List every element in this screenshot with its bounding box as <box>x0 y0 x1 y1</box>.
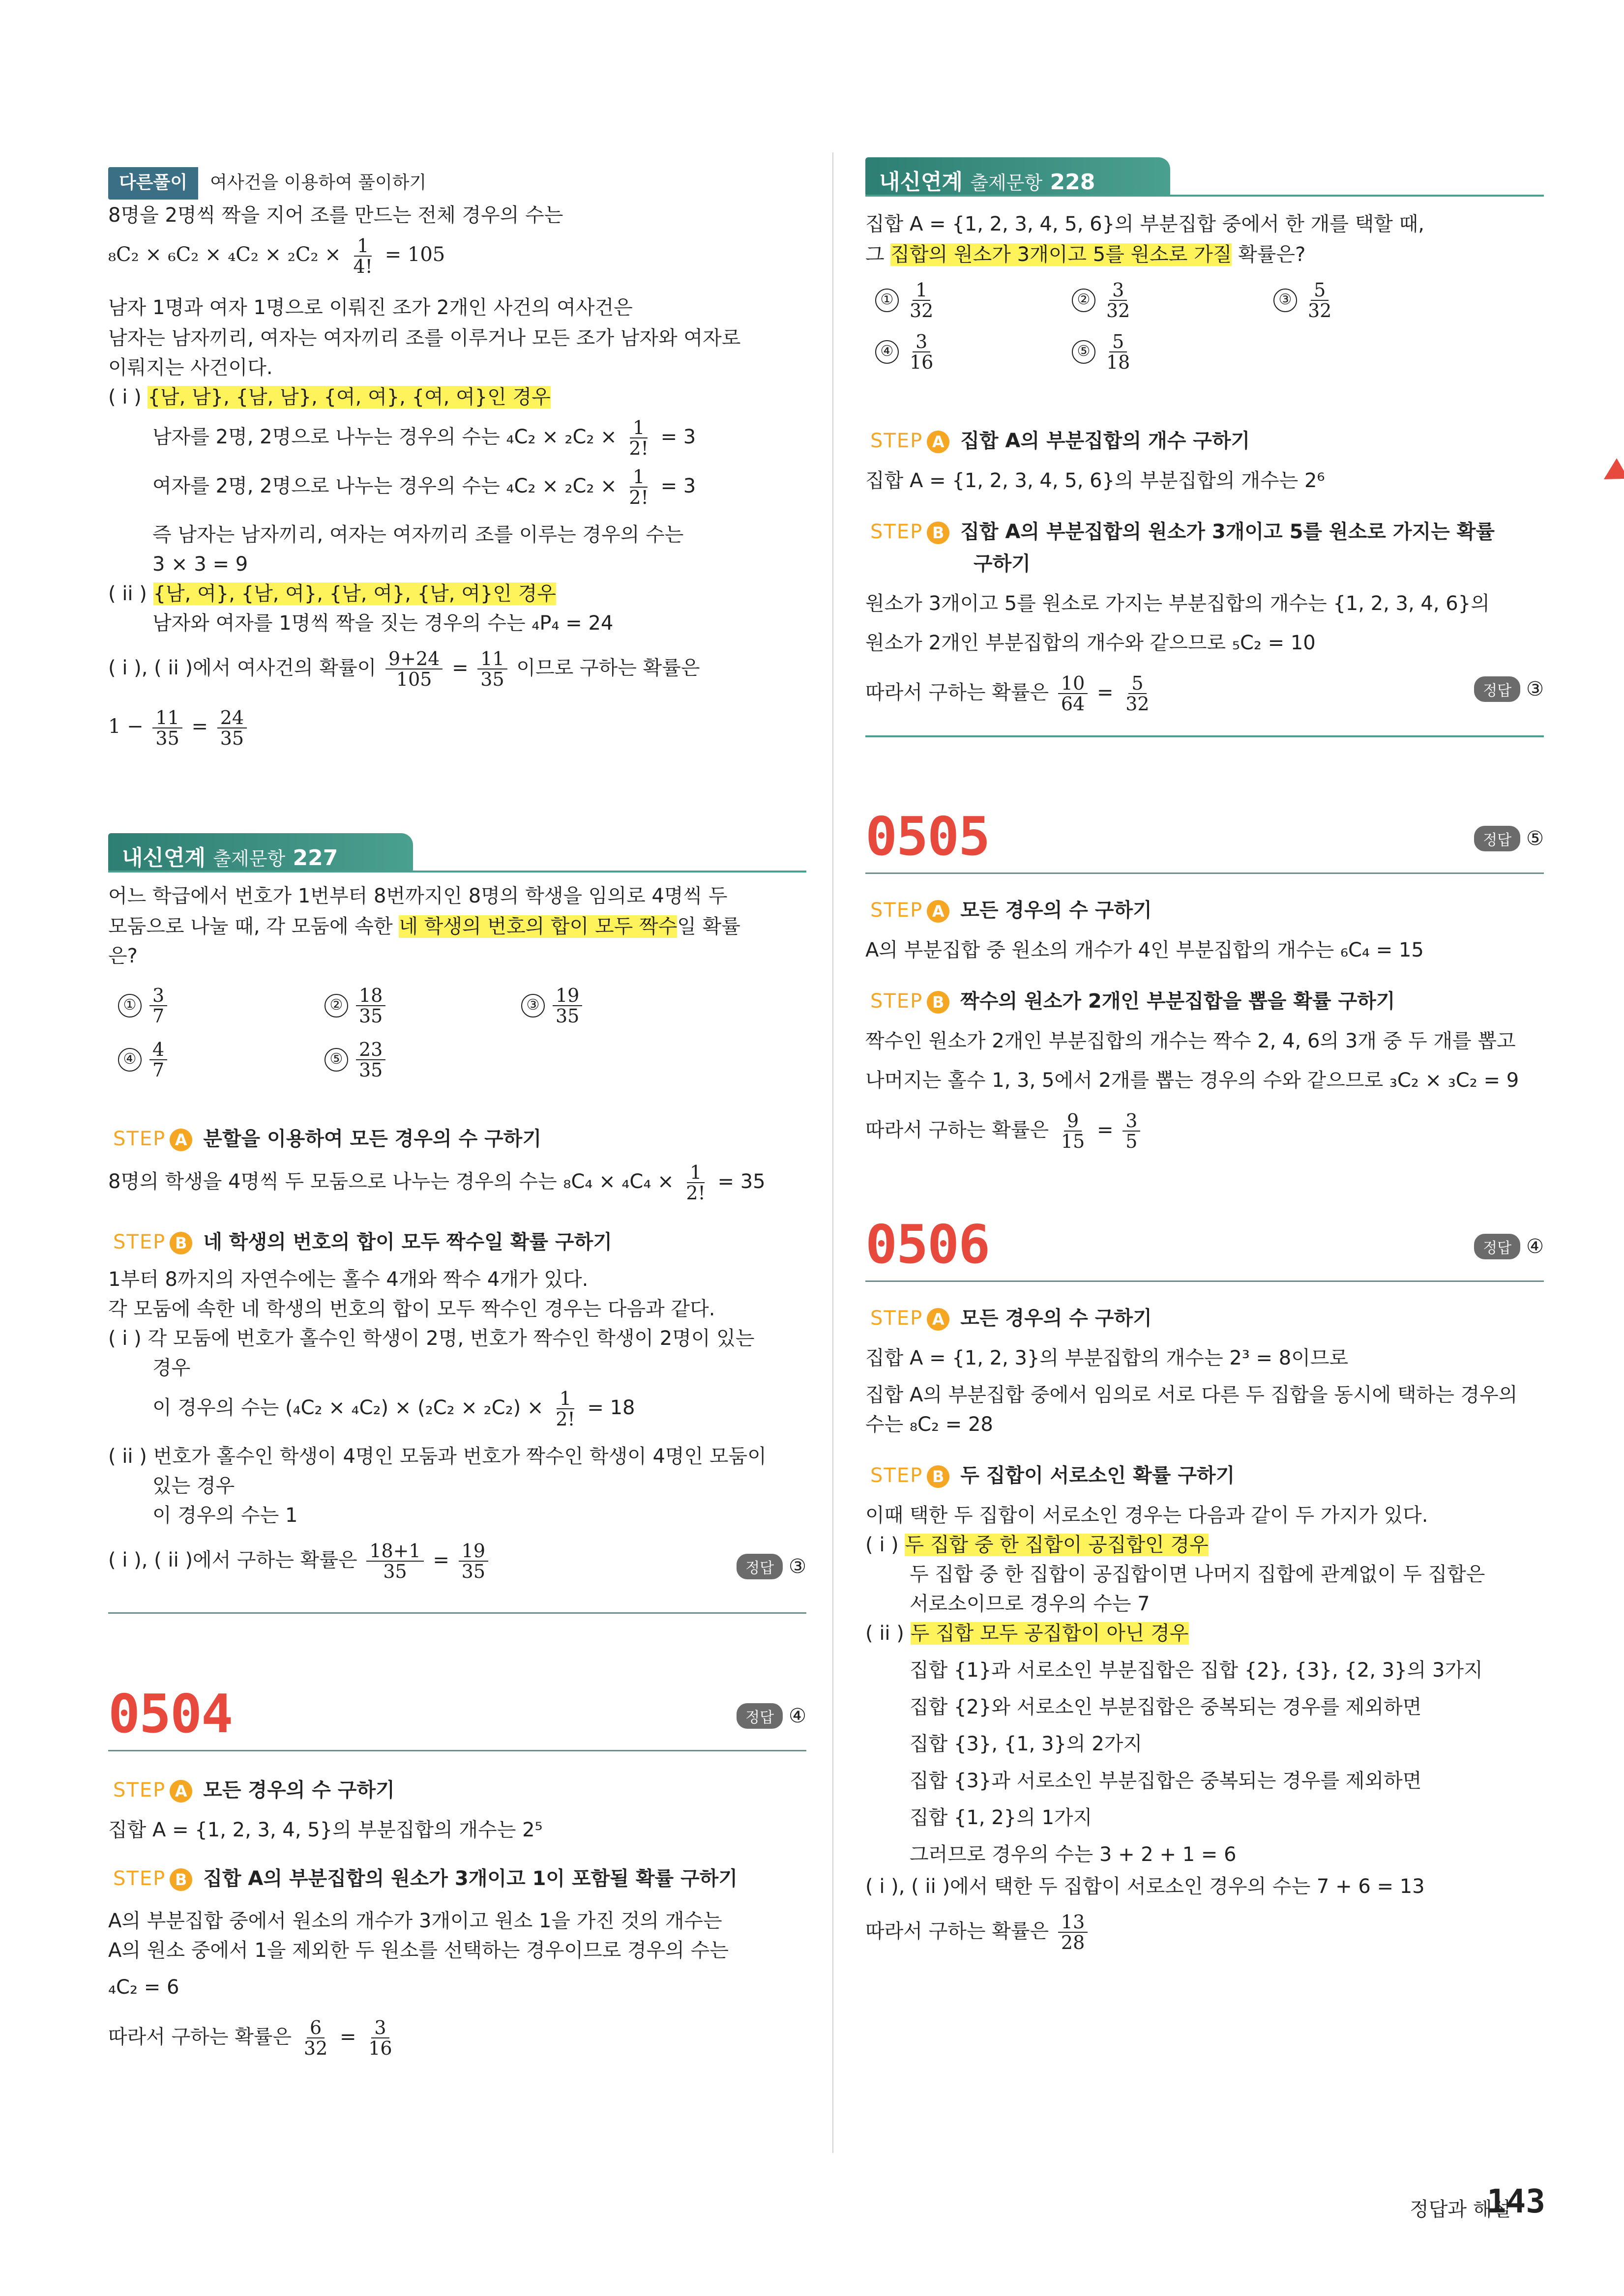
step-badge: B <box>927 991 949 1014</box>
denominator: 64 <box>1061 693 1085 715</box>
formula-text: = <box>1097 681 1114 704</box>
section-rule <box>108 1612 806 1614</box>
text-line: 집합 A = {1, 2, 3}의 부분집합의 개수는 2³ = 8이므로 <box>865 1347 1349 1369</box>
numerator: 3 <box>1109 280 1127 301</box>
answer-value: ③ <box>1526 678 1544 700</box>
step-label: STEP <box>870 430 923 452</box>
text-line: ( ii ) 번호가 홀수인 학생이 4명인 모둠과 번호가 짝수인 학생이 4명인 모둠이 <box>108 1445 767 1468</box>
alt-tag: 다른풀이 <box>108 167 198 200</box>
formula-text: 따라서 구하는 확률은 <box>865 681 1049 704</box>
text-line: 남자 1명과 여자 1명으로 이뤄진 조가 2개인 사건의 여사건은 <box>108 296 633 319</box>
step-badge: A <box>170 1780 192 1802</box>
step-title: 네 학생의 번호의 합이 모두 짝수일 확률 구하기 <box>203 1231 612 1253</box>
step-title: 분할을 이용하여 모든 경우의 수 구하기 <box>203 1128 542 1150</box>
step-a-heading <box>870 425 1250 453</box>
fraction <box>1122 673 1152 714</box>
page-edge-marker <box>1598 458 1624 490</box>
answer-indicator <box>737 1554 806 1579</box>
denominator: 32 <box>910 300 934 321</box>
text-line: 두 집합 중 한 집합이 공집합이면 나머지 집합에 관계없이 두 집합은 <box>910 1563 1485 1586</box>
denominator: 2! <box>629 437 649 459</box>
text-line: 집합 {1}과 서로소인 부분집합은 집합 {2}, {3}, {2, 3}의 3가지 <box>910 1659 1483 1682</box>
page-number: 143 <box>1486 2182 1545 2220</box>
answer-badge: 정답 <box>737 1703 783 1729</box>
step-label: STEP <box>870 990 923 1013</box>
numerator: 1 <box>913 280 930 301</box>
choice-number: ③ <box>1273 289 1297 312</box>
step-b-heading <box>870 1460 1235 1488</box>
text-line: 집합 {3}과 서로소인 부분집합은 중복되는 경우를 제외하면 <box>910 1770 1422 1792</box>
fraction <box>356 1040 385 1080</box>
formula-text: 1 − <box>108 715 144 738</box>
formula-line <box>152 467 696 507</box>
choice-number: ⑤ <box>1072 340 1095 364</box>
answer-indicator <box>737 1703 806 1729</box>
section-rule <box>865 1280 1544 1282</box>
question-line: 어느 학급에서 번호가 1번부터 8번까지인 8명의 학생을 임의로 4명씩 두 <box>108 885 728 907</box>
formula-line <box>108 649 700 689</box>
formula-line <box>865 1111 1143 1151</box>
text-line: 짝수인 원소가 2개인 부분집합의 개수는 짝수 2, 4, 6의 3개 중 두 개를 뽑고 <box>865 1030 1516 1052</box>
denominator: 28 <box>1061 1932 1085 1953</box>
fraction <box>366 1541 423 1581</box>
step-label: STEP <box>870 1464 923 1487</box>
footer-label: 정답과 해설 <box>1410 2198 1511 2221</box>
numerator: 1 <box>557 1389 574 1409</box>
case-label: ( i ) <box>865 1534 899 1556</box>
problem-number: 0506 <box>865 1214 990 1276</box>
formula-text: = <box>340 2026 356 2048</box>
denominator: 16 <box>368 2037 392 2059</box>
numerator: 4 <box>149 1040 167 1060</box>
formula-text: = 3 <box>660 426 696 448</box>
step-title: 집합 A의 부분집합의 원소가 3개이고 5를 원소로 가지는 확률 <box>960 521 1495 543</box>
denominator: 35 <box>359 1005 383 1027</box>
choice-option[interactable] <box>521 986 585 1026</box>
numerator: 1 <box>687 1163 705 1183</box>
section-rule <box>108 1750 806 1751</box>
numerator: 5 <box>1311 280 1329 301</box>
fraction <box>626 467 651 507</box>
text-line: A의 원소 중에서 1을 제외한 두 원소를 선택하는 경우이므로 경우의 수는 <box>108 1939 729 1962</box>
text-line: 이뤄지는 사건이다. <box>108 356 273 379</box>
denominator: 7 <box>152 1005 165 1027</box>
choice-option[interactable] <box>875 280 939 320</box>
column-divider <box>832 152 833 2153</box>
fraction <box>217 708 247 748</box>
formula-text: = <box>1097 1119 1114 1141</box>
formula-line <box>152 418 696 458</box>
text-line: ( i ), ( ii )에서 택한 두 집합이 서로소인 경우의 수는 7 + 6 = 13 <box>865 1875 1425 1898</box>
answer-indicator <box>1474 1234 1544 1259</box>
text-line: 있는 경우 <box>152 1475 235 1497</box>
formula-text: 이므로 구하는 확률은 <box>516 657 700 679</box>
numerator: 11 <box>152 708 182 728</box>
step-badge: B <box>927 522 949 544</box>
formula-line <box>865 673 1155 714</box>
denominator: 2! <box>686 1182 706 1204</box>
step-title: 모든 경우의 수 구하기 <box>203 1779 395 1802</box>
fraction <box>356 986 385 1026</box>
band-label: 내신연계 <box>879 170 963 195</box>
formula-text: = 105 <box>384 243 445 266</box>
denominator: 35 <box>383 1561 407 1582</box>
text-line: A의 부분집합 중 원소의 개수가 4인 부분집합의 개수는 ₆C₄ = 15 <box>865 939 1424 961</box>
choice-option[interactable] <box>118 986 170 1026</box>
formula-text: 따라서 구하는 확률은 <box>865 1920 1049 1943</box>
case-label: ( ii ) <box>108 582 147 605</box>
question-line: 집합 A = {1, 2, 3, 4, 5, 6}의 부분집합 중에서 한 개를 택할 때, <box>865 213 1425 235</box>
formula-text: 여자를 2명, 2명으로 나누는 경우의 수는 ₄C₂ × ₂C₂ × <box>152 475 617 497</box>
denominator: 18 <box>1106 351 1130 373</box>
text-line: 집합 A = {1, 2, 3, 4, 5, 6}의 부분집합의 개수는 2⁶ <box>865 469 1325 492</box>
fraction <box>149 986 167 1026</box>
fraction <box>626 418 651 458</box>
denominator: 5 <box>1125 1131 1138 1152</box>
denominator: 15 <box>1061 1131 1085 1152</box>
alt-title: 여사건을 이용하여 풀이하기 <box>210 173 427 193</box>
step-a-heading <box>113 1123 541 1151</box>
formula-text: 따라서 구하는 확률은 <box>108 2026 292 2048</box>
denominator: 32 <box>1106 300 1130 321</box>
numerator: 1 <box>630 467 648 488</box>
step-title: 모든 경우의 수 구하기 <box>960 899 1152 922</box>
answer-value: ④ <box>1526 1235 1544 1258</box>
denominator: 16 <box>910 351 934 373</box>
formula-text: 8명의 학생을 4명씩 두 모둠으로 나누는 경우의 수는 ₈C₄ × ₄C₄ × <box>108 1170 674 1193</box>
choice-number: ② <box>1072 289 1095 312</box>
numerator: 19 <box>553 986 582 1006</box>
text-line: 남자와 여자를 1명씩 짝을 짓는 경우의 수는 ₄P₄ = 24 <box>152 612 614 635</box>
step-label: STEP <box>113 1231 166 1253</box>
numerator: 24 <box>217 708 247 728</box>
choice-number: ③ <box>521 994 545 1017</box>
step-b-heading-cont: 구하기 <box>974 552 1031 575</box>
case-label: ( ii ) <box>865 1622 904 1645</box>
fraction <box>1305 280 1334 320</box>
band-sub: 출제문항 <box>970 172 1043 194</box>
step-badge: A <box>927 431 949 453</box>
fraction <box>459 1541 488 1581</box>
answer-value: ④ <box>789 1705 806 1727</box>
fraction <box>477 649 507 689</box>
text-line: ₄C₂ = 6 <box>108 1976 179 1999</box>
numerator: 6 <box>307 2018 325 2038</box>
numerator: 18 <box>356 986 385 1006</box>
denominator: 32 <box>1308 300 1332 321</box>
answer-badge: 정답 <box>737 1554 783 1579</box>
case-line <box>108 580 556 608</box>
problem-number: 0505 <box>865 806 990 868</box>
fraction <box>152 708 182 748</box>
text-line: 3 × 3 = 9 <box>152 553 248 576</box>
text-line: 원소가 3개이고 5를 원소로 가지는 부분집합의 개수는 {1, 2, 3, 4, 6}의 <box>865 592 1490 615</box>
band-number: 227 <box>293 845 338 871</box>
step-label: STEP <box>113 1128 166 1150</box>
denominator: 2! <box>556 1408 575 1430</box>
choice-option[interactable] <box>875 332 939 372</box>
question-line: 은? <box>108 945 138 967</box>
formula-text: 따라서 구하는 확률은 <box>865 1119 1049 1141</box>
fraction <box>1058 1111 1088 1151</box>
fraction <box>907 280 936 320</box>
step-a-heading <box>870 1303 1152 1331</box>
denominator: 35 <box>155 727 179 749</box>
formula-text: = <box>452 657 469 679</box>
answer-indicator <box>1474 676 1544 702</box>
highlighted-case: {남, 남}, {남, 남}, {여, 여}, {여, 여}인 경우 <box>148 386 551 408</box>
band-rule <box>865 195 1544 197</box>
formula-text: = 3 <box>660 475 696 497</box>
choice-number: ① <box>875 289 899 312</box>
problem-band <box>865 157 1170 197</box>
denominator: 35 <box>359 1059 383 1081</box>
text-line: 경우 <box>152 1357 191 1379</box>
fraction <box>351 236 376 276</box>
answer-indicator <box>1474 826 1544 851</box>
text-line: ( i ) 각 모둠에 번호가 홀수인 학생이 2명, 번호가 짝수인 학생이 2명이 있는 <box>108 1327 755 1350</box>
question-text: 모둠으로 나눌 때, 각 모둠에 속한 <box>108 915 399 938</box>
numerator: 1 <box>630 418 648 438</box>
answer-value: ③ <box>789 1555 806 1578</box>
fraction <box>683 1163 708 1203</box>
numerator: 19 <box>459 1541 488 1562</box>
step-badge: B <box>170 1868 192 1891</box>
numerator: 11 <box>477 649 507 669</box>
band-rule <box>108 871 806 872</box>
choice-number: ④ <box>118 1048 142 1072</box>
step-badge: B <box>170 1232 192 1254</box>
step-label: STEP <box>870 1307 923 1330</box>
highlighted-case: {남, 여}, {남, 여}, {남, 여}, {남, 여}인 경우 <box>153 582 556 605</box>
highlighted-text: 네 학생의 번호의 합이 모두 짝수 <box>399 915 678 938</box>
band-sub: 출제문항 <box>213 848 286 870</box>
denominator: 32 <box>303 2037 328 2059</box>
choice-number: ① <box>118 994 142 1017</box>
choice-number: ④ <box>875 340 899 364</box>
choice-option[interactable] <box>1072 332 1136 372</box>
denominator: 7 <box>152 1059 165 1081</box>
fraction <box>1103 332 1133 372</box>
text-line: 이 경우의 수는 1 <box>152 1504 298 1527</box>
alt-header <box>108 167 426 200</box>
fraction <box>1058 673 1088 714</box>
question-line <box>108 913 740 940</box>
text-line: 서로소이므로 경우의 수는 7 <box>910 1593 1150 1615</box>
formula-text: = <box>191 715 208 738</box>
fraction <box>1122 1111 1140 1151</box>
step-label: STEP <box>113 1867 166 1890</box>
problem-number: 0504 <box>108 1684 233 1745</box>
step-badge: B <box>927 1465 949 1488</box>
section-rule <box>865 735 1544 737</box>
step-title: 집합 A의 부분집합의 개수 구하기 <box>960 430 1250 452</box>
answer-badge: 정답 <box>1474 1234 1520 1259</box>
problem-band <box>108 833 413 872</box>
step-title: 두 집합이 서로소인 확률 구하기 <box>960 1464 1235 1487</box>
text-line: 집합 {3}, {1, 3}의 2가지 <box>910 1733 1143 1755</box>
denominator: 35 <box>461 1561 486 1582</box>
step-b-heading <box>870 516 1495 544</box>
formula-text: = 18 <box>587 1396 635 1419</box>
numerator: 3 <box>1122 1111 1140 1132</box>
step-badge: A <box>927 1308 949 1331</box>
question-text: 확률은? <box>1232 243 1306 266</box>
formula-line <box>108 1163 766 1203</box>
formula-line <box>865 1912 1091 1952</box>
step-a-heading <box>113 1774 395 1802</box>
choice-option[interactable] <box>118 1040 170 1080</box>
text-line: 1부터 8까지의 자연수에는 홀수 4개와 짝수 4개가 있다. <box>108 1268 589 1291</box>
denominator: 2! <box>629 487 649 508</box>
answer-badge: 정답 <box>1474 826 1520 851</box>
denominator: 4! <box>353 256 373 277</box>
formula-line <box>108 1541 491 1581</box>
step-b-heading <box>113 1863 738 1891</box>
fraction <box>553 986 582 1026</box>
numerator: 3 <box>371 2018 389 2038</box>
question-line <box>865 241 1305 268</box>
formula-text: 남자를 2명, 2명으로 나누는 경우의 수는 ₄C₂ × ₂C₂ × <box>152 426 617 448</box>
step-label: STEP <box>113 1779 166 1802</box>
step-title: 짝수의 원소가 2개인 부분집합을 뽑을 확률 구하기 <box>960 990 1395 1013</box>
text-line: 남자는 남자끼리, 여자는 여자끼리 조를 이루거나 모든 조가 남자와 여자로 <box>108 327 741 349</box>
formula-line <box>108 708 250 748</box>
step-b-heading <box>870 986 1395 1014</box>
numerator: 1 <box>354 236 372 257</box>
step-badge: A <box>927 900 949 923</box>
choice-number: ② <box>325 994 348 1017</box>
numerator: 18+1 <box>366 1541 423 1562</box>
denominator: 105 <box>396 668 432 690</box>
text-line: 수는 ₈C₂ = 28 <box>865 1413 993 1436</box>
formula-line <box>108 236 445 276</box>
step-label: STEP <box>870 521 923 543</box>
text-line: 이때 택한 두 집합이 서로소인 경우는 다음과 같이 두 가지가 있다. <box>865 1504 1428 1527</box>
formula-text: ( i ), ( ii )에서 여사건의 확률이 <box>108 657 377 679</box>
step-badge: A <box>170 1129 192 1151</box>
text-line: 즉 남자는 남자끼리, 여자는 여자끼리 조를 이루는 경우의 수는 <box>152 523 684 546</box>
section-rule <box>865 872 1544 874</box>
formula-text: 이 경우의 수는 (₄C₂ × ₄C₂) × (₂C₂ × ₂C₂) × <box>152 1396 544 1419</box>
formula-text: ( i ), ( ii )에서 구하는 확률은 <box>108 1549 357 1571</box>
fraction <box>553 1389 578 1429</box>
denominator: 35 <box>556 1005 580 1027</box>
formula-text: ₈C₂ × ₆C₂ × ₄C₂ × ₂C₂ × <box>108 243 341 266</box>
fraction <box>1058 1912 1088 1952</box>
band-label: 내신연계 <box>122 845 206 871</box>
highlighted-case: 두 집합 모두 공집합이 아닌 경우 <box>910 1622 1189 1645</box>
fraction <box>907 332 936 372</box>
case-label: ( i ) <box>108 386 142 408</box>
step-a-heading <box>870 895 1152 923</box>
numerator: 5 <box>1109 332 1127 352</box>
numerator: 23 <box>356 1040 385 1060</box>
formula-text: = 35 <box>717 1170 766 1193</box>
choice-option[interactable] <box>325 1040 388 1080</box>
fraction <box>301 2018 330 2058</box>
text-line: 각 모둠에 속한 네 학생의 번호의 합이 모두 짝수인 경우는 다음과 같다. <box>108 1298 715 1320</box>
step-title: 집합 A의 부분집합의 원소가 3개이고 1이 포함될 확률 구하기 <box>203 1867 738 1890</box>
highlighted-text: 집합의 원소가 3개이고 5를 원소로 가질 <box>890 243 1232 266</box>
text-line: A의 부분집합 중에서 원소의 개수가 3개이고 원소 1을 가진 것의 개수는 <box>108 1910 722 1932</box>
text-line: 집합 {1, 2}의 1가지 <box>910 1806 1093 1829</box>
choice-option[interactable] <box>1072 280 1136 320</box>
answer-value: ⑤ <box>1526 827 1544 850</box>
formula-line <box>108 2018 398 2058</box>
denominator: 32 <box>1125 693 1150 715</box>
text-line: 집합 {2}와 서로소인 부분집합은 중복되는 경우를 제외하면 <box>910 1696 1422 1718</box>
text-line: 집합 A = {1, 2, 3, 4, 5}의 부분집합의 개수는 2⁵ <box>108 1819 543 1841</box>
case-line <box>865 1620 1189 1647</box>
choice-option[interactable] <box>325 986 388 1026</box>
text-line: 8명을 2명씩 짝을 지어 조를 만드는 전체 경우의 수는 <box>108 204 563 227</box>
numerator: 9 <box>1064 1111 1082 1132</box>
fraction <box>365 2018 395 2058</box>
denominator: 35 <box>480 668 504 690</box>
numerator: 5 <box>1128 673 1146 694</box>
step-title: 모든 경우의 수 구하기 <box>960 1307 1152 1330</box>
step-label: STEP <box>870 899 923 922</box>
numerator: 3 <box>913 332 930 352</box>
question-text: 그 <box>865 243 891 266</box>
choice-number: ⑤ <box>325 1048 348 1072</box>
text-line: 그러므로 경우의 수는 3 + 2 + 1 = 6 <box>910 1843 1237 1866</box>
fraction <box>149 1040 167 1080</box>
question-text: 일 확률 <box>677 915 740 938</box>
numerator: 10 <box>1058 673 1088 694</box>
step-b-heading <box>113 1226 612 1254</box>
highlighted-case: 두 집합 중 한 집합이 공집합인 경우 <box>905 1534 1209 1556</box>
numerator: 9+24 <box>385 649 443 669</box>
answer-badge: 정답 <box>1474 676 1520 702</box>
numerator: 13 <box>1058 1912 1088 1933</box>
formula-text: = <box>433 1549 449 1571</box>
text-line: 원소가 2개인 부분집합의 개수와 같으므로 ₅C₂ = 10 <box>865 632 1316 654</box>
fraction <box>385 649 443 689</box>
numerator: 3 <box>149 986 167 1006</box>
choice-option[interactable] <box>1273 280 1337 320</box>
denominator: 35 <box>220 727 244 749</box>
text-line: 나머지는 홀수 1, 3, 5에서 2개를 뽑는 경우의 수와 같으므로 ₃C₂ × ₃C₂ = 9 <box>865 1069 1519 1092</box>
case-line <box>865 1531 1209 1559</box>
case-line <box>108 383 551 411</box>
text-line: 집합 A의 부분집합 중에서 임의로 서로 다른 두 집합을 동시에 택하는 경우의 <box>865 1384 1518 1406</box>
formula-line <box>152 1389 635 1429</box>
band-number: 228 <box>1050 170 1095 195</box>
fraction <box>1103 280 1133 320</box>
